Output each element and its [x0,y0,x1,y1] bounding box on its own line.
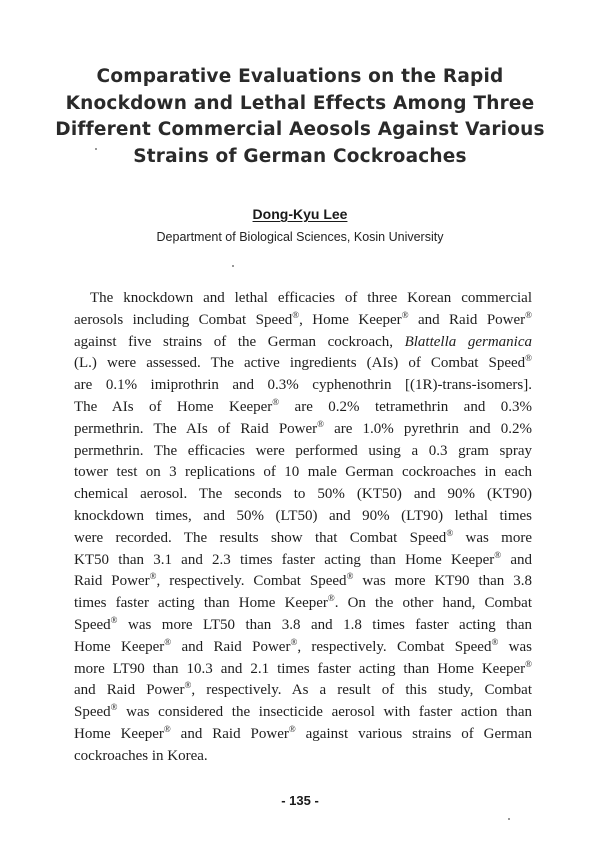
abstract-text: Speed [74,704,111,721]
registered-mark: ® [164,636,172,647]
abstract-text: and Raid Power [408,311,526,328]
abstract-line [74,528,532,550]
abstract-text: and Raid Power [170,725,289,742]
registered-mark: ® [290,636,298,647]
registered-mark: ® [401,309,409,320]
scan-speck [232,265,234,267]
abstract-text: chemical aerosol. The seconds to 50% (KT50) and 90% (KT90) [74,486,532,503]
abstract-line [74,637,532,659]
abstract-text: were recorded. The results show that Combat Speed [74,529,447,546]
abstract-text: more LT90 than 10.3 and 2.1 times faster acting than Home Keeper [74,660,526,677]
registered-mark: ® [110,614,118,625]
registered-mark: ® [163,723,171,734]
paper-title [40,64,560,170]
species-name: Blattella germanica [404,333,532,350]
abstract-text: aerosols including Combat Speed [74,311,293,328]
abstract-text: (L.) were assessed. The active ingredients (AIs) of Combat Speed [74,355,526,372]
abstract-line [74,593,532,615]
abstract-text: was more KT90 than 3.8 [353,573,532,590]
registered-mark: ® [317,418,324,429]
registered-mark: ® [327,593,335,604]
abstract-line [74,288,532,310]
abstract-text: The AIs of Home Keeper [74,398,273,415]
abstract-text: are 0.2% tetramethrin and 0.3% [279,398,532,415]
abstract-text: . On the other hand, Combat [334,595,532,612]
abstract-text: and Raid Power [74,682,185,699]
abstract-line [74,310,532,332]
abstract-line [74,419,532,441]
abstract-text: , respectively. Combat Speed [297,638,492,655]
abstract-line [74,746,532,768]
abstract-text: are 1.0% pyrethrin and 0.2% [324,420,532,437]
abstract-text: times faster acting than Home Keeper [74,595,328,612]
abstract-text: are 0.1% imiprothrin and 0.3% cyphenothrin [(1R)-trans-isomers]. [74,377,532,394]
scan-speck [95,148,97,150]
abstract-line [74,397,532,419]
registered-mark: ® [525,353,532,364]
registered-mark: ® [494,549,502,560]
registered-mark: ® [184,680,192,691]
abstract-line [74,724,532,746]
abstract-text: Home Keeper [74,725,164,742]
abstract-text: tower test on 3 replications of 10 male German cockroaches in each [74,464,532,481]
abstract-text: against five strains of the German cockroach, [74,333,405,350]
abstract-line [74,484,532,506]
title-line: Different Commercial Aeosols Against Various [55,119,545,140]
author-name-text: Dong-Kyu Lee [252,206,348,222]
scan-speck [508,818,510,820]
abstract-text: KT50 than 3.1 and 2.3 times faster acting than Home Keeper [74,551,495,568]
registered-mark: ® [525,658,532,669]
title-line: Comparative Evaluations on the Rapid [96,66,504,87]
registered-mark: ® [110,702,118,713]
abstract-text: was more LT50 than 3.8 and 1.8 times faster acting than [117,616,532,633]
abstract-text: was more [453,529,532,546]
page-number: - 135 - [281,793,319,808]
abstract-line [74,571,532,593]
abstract-line [74,441,532,463]
abstract-line [74,615,532,637]
abstract-text: permethrin. The efficacies were performed using a 0.3 gram spray [74,442,532,459]
abstract-text: against various strains of German [295,725,532,742]
abstract-text: , Home Keeper [299,311,402,328]
abstract-text: The knockdown and lethal efficacies of three Korean commercial [90,290,532,306]
abstract-text: , respectively. As a result of this study, Combat [191,682,532,699]
registered-mark: ® [446,527,454,538]
abstract-text: and [501,551,532,568]
registered-mark: ® [288,723,296,734]
abstract-body [74,288,532,768]
abstract-line [74,702,532,724]
registered-mark: ® [292,309,300,320]
registered-mark: ® [525,309,532,320]
abstract-text: was considered the insecticide aerosol with faster action than [117,704,532,721]
abstract-line [74,659,532,681]
author-name [0,206,600,222]
abstract-line [74,680,532,702]
abstract-line [74,375,532,397]
registered-mark: ® [272,396,280,407]
abstract-text: Speed [74,616,111,633]
abstract-line [74,332,532,354]
abstract-line [74,353,532,375]
abstract-text: Home Keeper [74,638,165,655]
abstract-line [74,506,532,528]
registered-mark: ® [346,571,354,582]
abstract-line [74,550,532,572]
abstract-text: cockroaches in Korea. [74,747,208,764]
title-line: Knockdown and Lethal Effects Among Three [65,92,535,114]
abstract-line [74,462,532,484]
abstract-text: was [498,638,532,655]
registered-mark: ® [149,571,157,582]
abstract-text: permethrin. The AIs of Raid Power [74,420,318,437]
abstract-text: and Raid Power [171,638,291,655]
abstract-text: Raid Power [74,573,150,590]
title-line: Strains of German Cockroaches [133,145,467,167]
author-affiliation: Department of Biological Sciences, Kosin University [156,230,444,244]
abstract-text: , respectively. Combat Speed [156,573,347,590]
registered-mark: ® [491,636,499,647]
abstract-text: knockdown times, and 50% (LT50) and 90% (LT90) lethal times [74,507,532,524]
